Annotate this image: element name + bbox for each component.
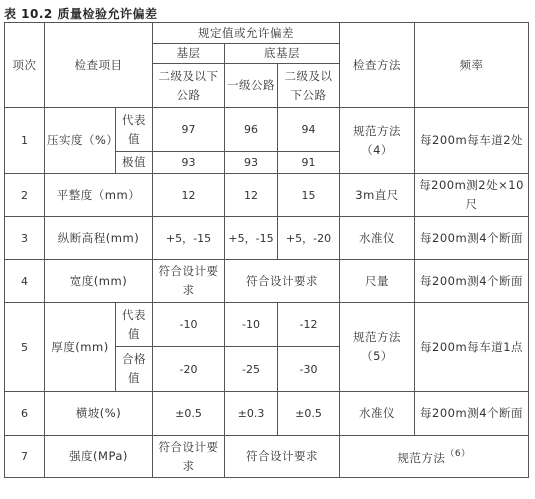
row-7-no: 7 <box>5 436 45 478</box>
row-4-no: 4 <box>5 260 45 303</box>
row-1-sub-extreme: 极值 <box>116 152 153 174</box>
row-6-method: 水准仪 <box>340 392 415 436</box>
row-6-s2: ±0.5 <box>278 392 340 436</box>
row-7-subbase: 符合设计要求 <box>225 436 340 478</box>
row-2-item: 平整度（mm） <box>45 174 153 217</box>
row-1-frequency: 每200m每车道2处 <box>415 108 529 174</box>
row-3-base: +5，-15 <box>153 217 225 260</box>
row-1-s2-representative: 94 <box>278 108 340 152</box>
header-subbase-lvl2: 二级及以下公路 <box>278 64 340 108</box>
row-1-base-extreme: 93 <box>153 152 225 174</box>
row-6-s1: ±0.3 <box>225 392 278 436</box>
row-3-frequency: 每200m测4个断面 <box>415 217 529 260</box>
row-4-method: 尺量 <box>340 260 415 303</box>
row-5-s2-qualified: -30 <box>278 347 340 392</box>
row-1-no: 1 <box>5 108 45 174</box>
row-2-frequency: 每200m测2处×10尺 <box>415 174 529 217</box>
row-7-method-note: （6） <box>445 449 471 459</box>
row-7-method-cell <box>340 436 529 478</box>
header-allowed-deviation: 规定值或允许偏差 <box>153 23 340 44</box>
header-base-lvl2: 二级及以下公路 <box>153 64 225 108</box>
row-3-item: 纵断高程(mm) <box>45 217 153 260</box>
row-6-item: 横坡(%) <box>45 392 153 436</box>
quality-tolerance-table <box>4 22 529 478</box>
header-check-item: 检查项目 <box>45 23 153 108</box>
row-2-no: 2 <box>5 174 45 217</box>
row-5-sub-qualified: 合格值 <box>116 347 153 392</box>
row-1-base-representative: 97 <box>153 108 225 152</box>
table-caption: 表 10.2 质量检验允许偏差 <box>4 7 158 21</box>
row-5-no: 5 <box>5 303 45 392</box>
row-5-s1-representative: -10 <box>225 303 278 347</box>
row-6-frequency: 每200m测4个断面 <box>415 392 529 436</box>
row-1-sub-representative: 代表值 <box>116 108 153 152</box>
row-3-method: 水准仪 <box>340 217 415 260</box>
row-1-item: 压实度（%） <box>45 108 116 174</box>
row-1-method: 规范方法（4） <box>340 108 415 174</box>
header-subbase: 底基层 <box>225 44 340 64</box>
header-base: 基层 <box>153 44 225 64</box>
row-5-base-qualified: -20 <box>153 347 225 392</box>
row-7-method: 规范方法 <box>397 451 446 465</box>
row-3-s1: +5，-15 <box>225 217 278 260</box>
row-3-s2: +5，-20 <box>278 217 340 260</box>
row-1-s1-representative: 96 <box>225 108 278 152</box>
row-7-base: 符合设计要求 <box>153 436 225 478</box>
row-5-s2-representative: -12 <box>278 303 340 347</box>
row-4-subbase: 符合设计要求 <box>225 260 340 303</box>
row-5-frequency: 每200m每车道1点 <box>415 303 529 392</box>
row-2-s1: 12 <box>225 174 278 217</box>
row-1-s1-extreme: 93 <box>225 152 278 174</box>
row-6-base: ±0.5 <box>153 392 225 436</box>
row-5-item: 厚度(mm) <box>45 303 116 392</box>
row-2-base: 12 <box>153 174 225 217</box>
header-item-no: 项次 <box>5 23 45 108</box>
row-2-method: 3m直尺 <box>340 174 415 217</box>
row-4-item: 宽度(mm) <box>45 260 153 303</box>
row-5-s1-qualified: -25 <box>225 347 278 392</box>
row-2-s2: 15 <box>278 174 340 217</box>
row-5-base-representative: -10 <box>153 303 225 347</box>
row-6-no: 6 <box>5 392 45 436</box>
row-5-method: 规范方法（5） <box>340 303 415 392</box>
header-subbase-lvl1: 一级公路 <box>225 64 278 108</box>
header-check-method: 检查方法 <box>340 23 415 108</box>
row-5-sub-representative: 代表值 <box>116 303 153 347</box>
header-frequency: 频率 <box>415 23 529 108</box>
row-4-frequency: 每200m测4个断面 <box>415 260 529 303</box>
row-7-item: 强度(MPa) <box>45 436 153 478</box>
row-3-no: 3 <box>5 217 45 260</box>
row-1-s2-extreme: 91 <box>278 152 340 174</box>
row-4-base: 符合设计要求 <box>153 260 225 303</box>
